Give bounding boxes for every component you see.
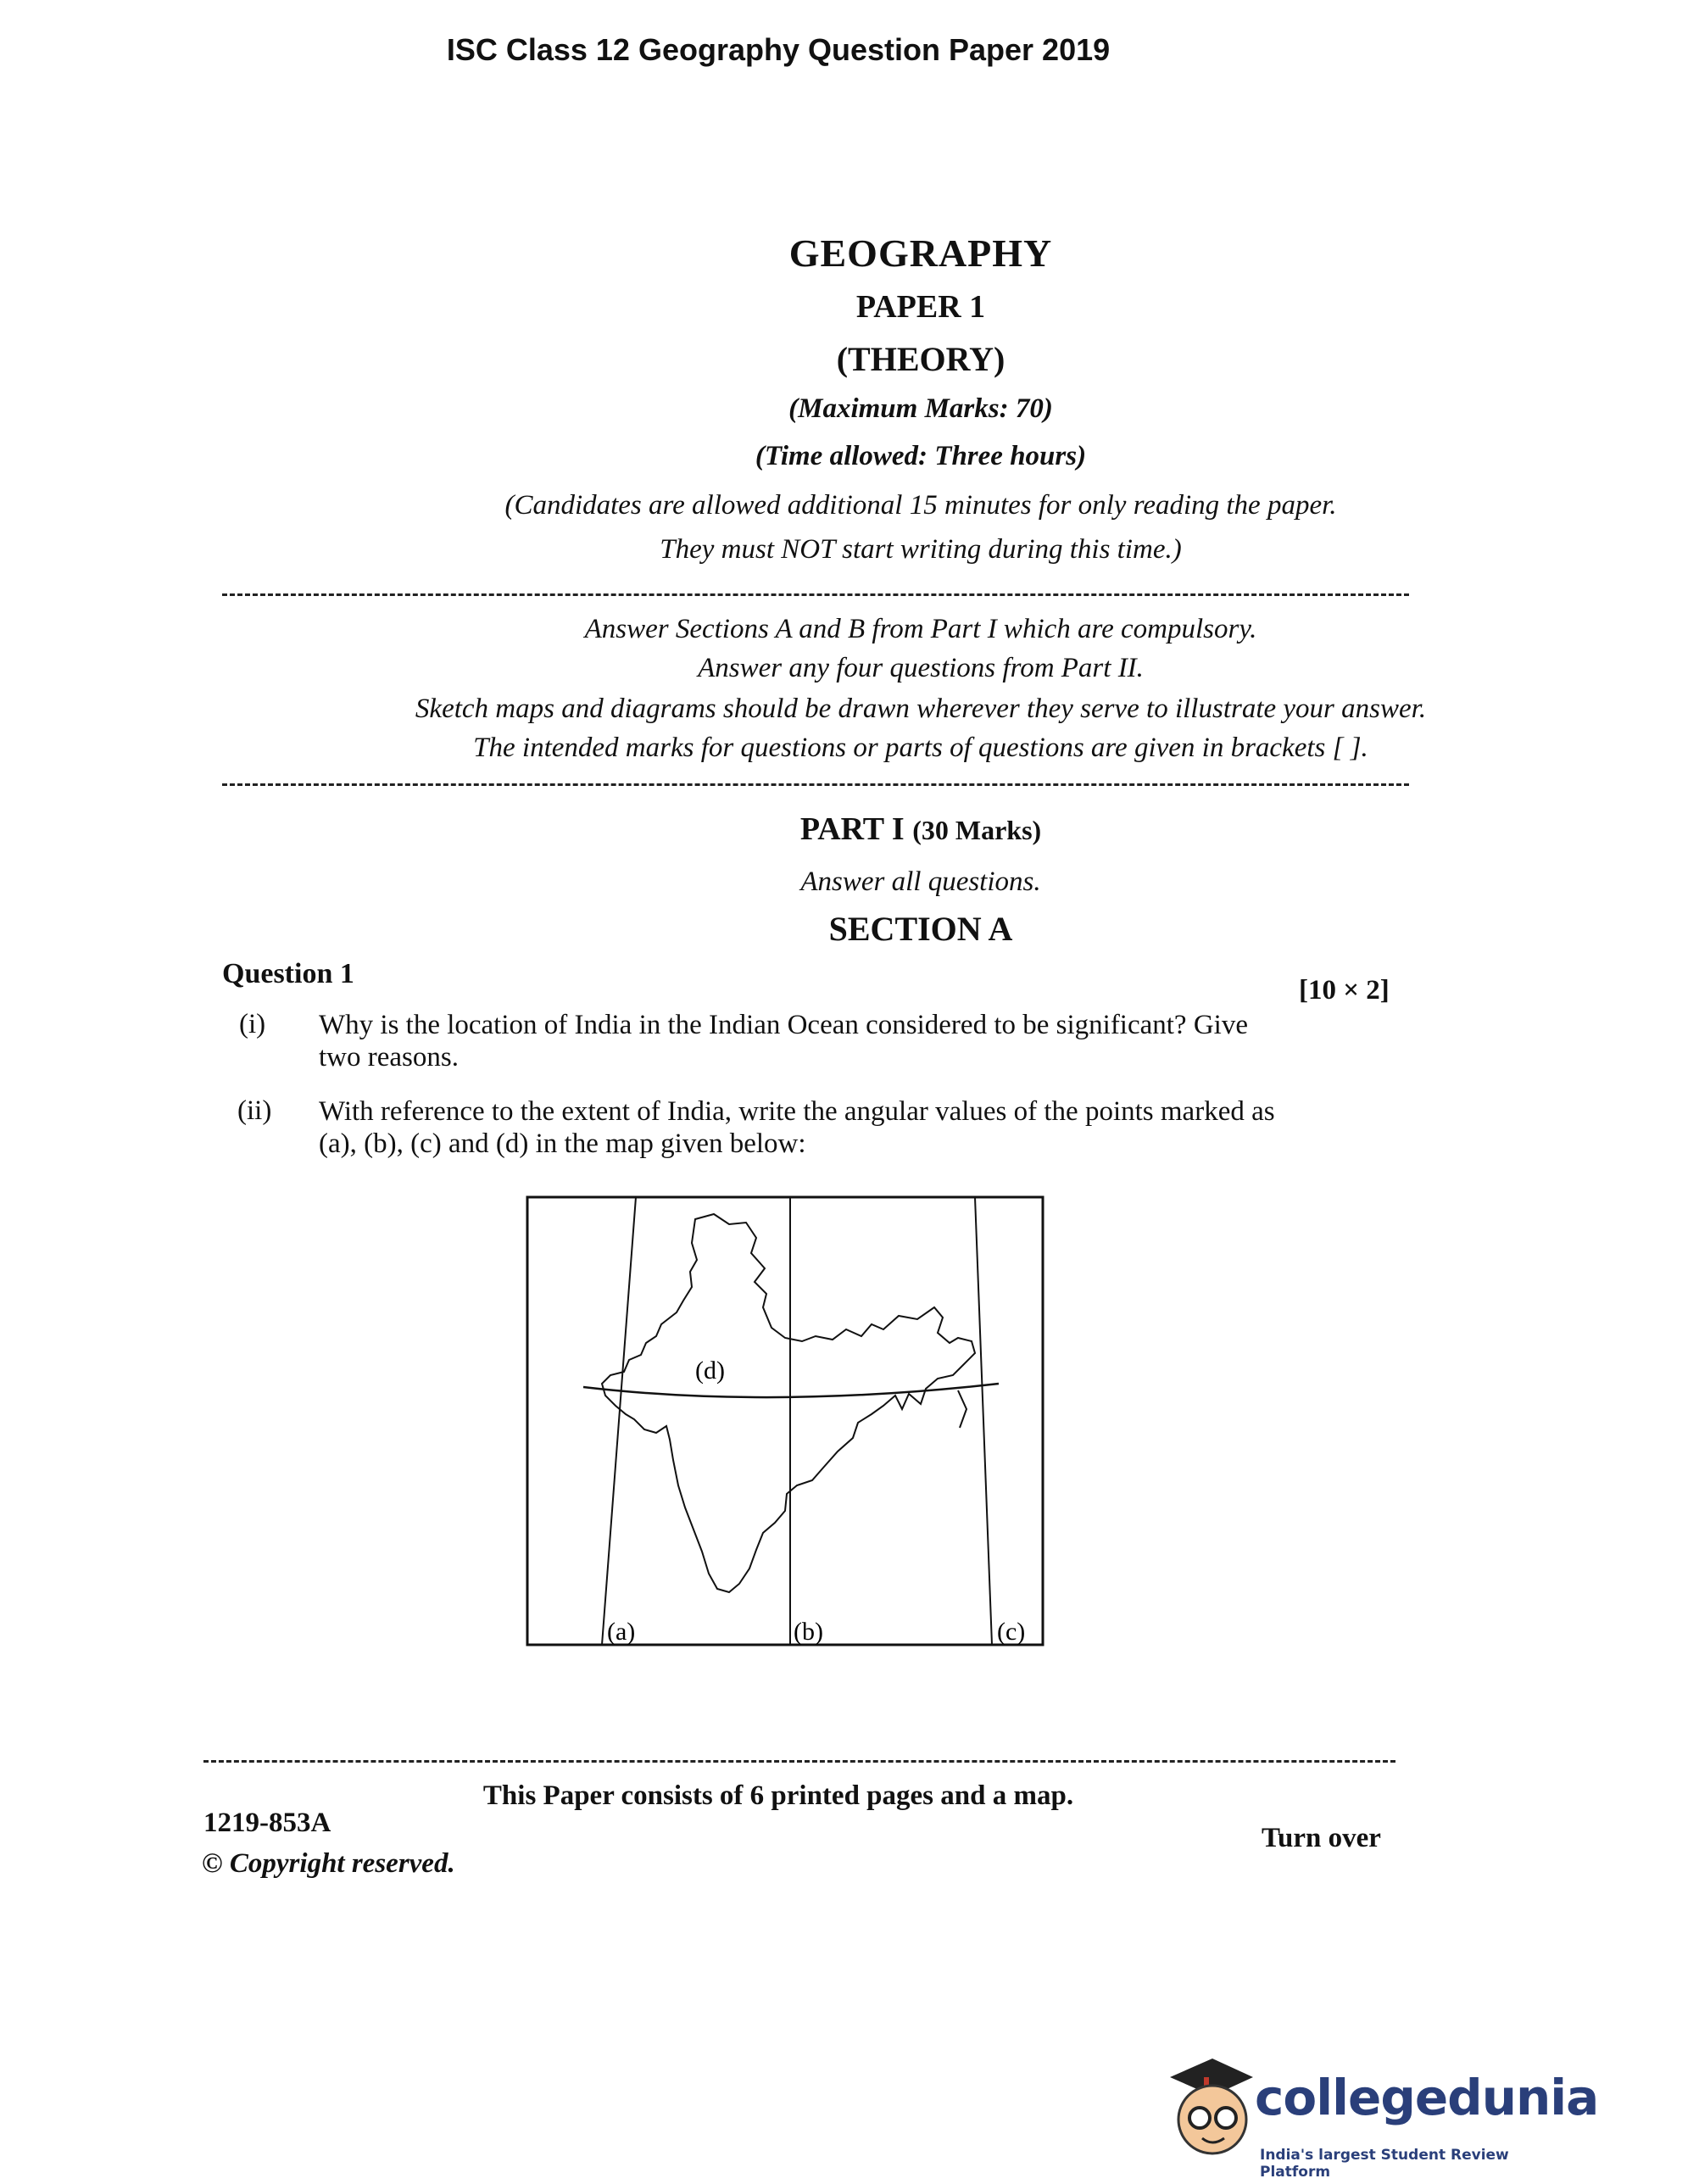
meridian-a <box>602 1197 636 1645</box>
map-frame <box>527 1197 1043 1645</box>
paper-number: PAPER 1 <box>855 289 986 325</box>
map-label-b: (b) <box>794 1618 823 1646</box>
paper-type: (THEORY) <box>836 340 1005 378</box>
subject-title: GEOGRAPHY <box>788 231 1053 275</box>
part-marks: (30 Marks) <box>912 815 1042 845</box>
divider-bottom <box>203 1760 1395 1763</box>
document-header-title: ISC Class 12 Geography Question Paper 2019 <box>446 32 1111 67</box>
mascot-logo-icon <box>1153 2052 1255 2170</box>
time-allowed: (Time allowed: Three hours) <box>755 441 1087 471</box>
instruction-1: Answer Sections A and B from Part I which are compulsory. <box>584 614 1257 644</box>
question-label: Question 1 <box>222 958 354 989</box>
divider-top <box>222 593 1409 596</box>
item-i-text: Why is the location of India in the Indian Ocean considered to be significant? Give two reasons. <box>319 1010 1248 1072</box>
reading-time-note-line2: They must NOT start writing during this time.) <box>660 534 1182 565</box>
india-outline <box>602 1214 975 1592</box>
instruction-3: Sketch maps and diagrams should be drawn wherever they serve to illustrate your answer. <box>415 694 1427 724</box>
mascot-left-glass <box>1189 2108 1210 2128</box>
item-ii-text: With reference to the extent of India, write the angular values of the points marked as (a), (b), (c) and (d) in the map given below: <box>319 1096 1275 1159</box>
brand-name: collegedunia <box>1255 2069 1599 2126</box>
meridian-c <box>975 1197 992 1645</box>
reading-time-note-line1: (Candidates are allowed additional 15 minutes for only reading the paper. <box>504 490 1337 521</box>
question-marks: [10 × 2] <box>1299 975 1390 1006</box>
section-heading: SECTION A <box>828 910 1013 948</box>
map-label-c: (c) <box>997 1618 1026 1646</box>
answer-all-note: Answer all questions. <box>800 866 1041 897</box>
item-i-number: (i) <box>239 1009 266 1039</box>
northeast-detail <box>958 1390 966 1428</box>
map-label-d: (d) <box>695 1357 725 1384</box>
india-outline-map <box>517 1187 1060 1662</box>
maximum-marks: (Maximum Marks: 70) <box>788 393 1053 424</box>
brand-tagline: India's largest Student Review Platform <box>1260 2147 1509 2181</box>
instruction-4: The intended marks for questions or parts of questions are given in brackets [ ]. <box>473 733 1368 763</box>
part-heading <box>142 811 1699 848</box>
divider-middle <box>222 783 1409 786</box>
part-label: PART I <box>799 811 905 847</box>
paper-code: 1219-853A <box>203 1808 331 1838</box>
map-label-a: (a) <box>607 1618 636 1646</box>
copyright-notice: © Copyright reserved. <box>202 1848 455 1879</box>
item-ii-number: (ii) <box>237 1095 272 1126</box>
page-count-note: This Paper consists of 6 printed pages and a map. <box>482 1780 1074 1811</box>
turn-over-note: Turn over <box>1262 1823 1381 1853</box>
mascot-right-glass <box>1216 2108 1236 2128</box>
instruction-2: Answer any four questions from Part II. <box>698 653 1144 683</box>
